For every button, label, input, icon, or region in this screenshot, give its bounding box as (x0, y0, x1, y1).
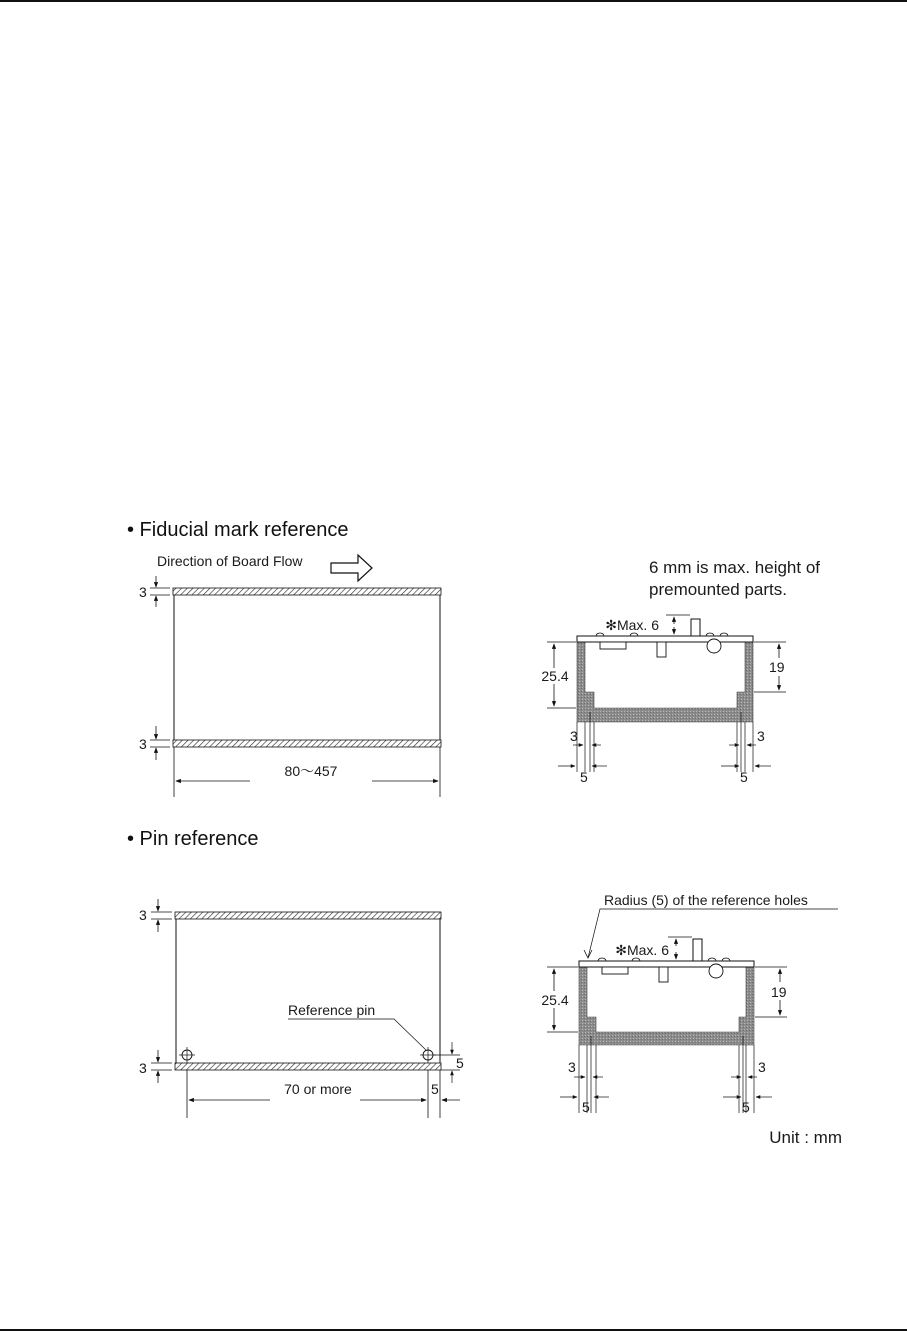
board-flow-label: Direction of Board Flow (157, 553, 303, 569)
fiducial-board-diagram (139, 553, 441, 797)
max-height-note-line2: premounted parts. (649, 580, 787, 599)
board-bottom-margin-strip (173, 740, 441, 747)
reference-pin-label: Reference pin (288, 1002, 376, 1018)
fiducial-cross-section (541, 558, 820, 785)
pin-left-rail-large-gap: 5 (582, 1099, 590, 1115)
pin-cross-section (541, 892, 838, 1115)
pin-board-diagram (139, 899, 464, 1118)
pin-board-top-margin-strip (175, 912, 441, 919)
left-rail-large-gap: 5 (580, 769, 588, 785)
right-rail-large-gap: 5 (740, 769, 748, 785)
board-top-margin-strip (173, 588, 441, 595)
max-height-note-line1: 6 mm is max. height of (649, 558, 821, 577)
pin-horizontal-offset: 5 (431, 1081, 439, 1097)
pin-pcb-board (579, 961, 754, 967)
left-rail-small-gap: 3 (570, 728, 578, 744)
pin-board-top-margin-value: 3 (139, 907, 147, 923)
board-top-margin-value: 3 (139, 584, 147, 600)
pin-section-heading: • Pin reference (127, 828, 259, 850)
outer-height-value: 25.4 (541, 668, 569, 684)
pin-board-bottom-margin-value: 3 (139, 1060, 147, 1076)
pin-vertical-offset: 5 (456, 1055, 464, 1071)
pin-right-rail-small-gap: 3 (758, 1059, 766, 1075)
fiducial-section-heading: • Fiducial mark reference (127, 519, 349, 541)
pin-max-height-value: ✻Max. 6 (615, 942, 669, 958)
pin-outer-height-value: 25.4 (541, 992, 569, 1008)
board-width-range: 80～457 (284, 763, 338, 779)
pin-span-label: 70 or more (284, 1081, 352, 1097)
inner-height-value: 19 (769, 659, 785, 675)
pin-right-rail-large-gap: 5 (742, 1099, 750, 1115)
radius-note: Radius (5) of the reference holes (604, 892, 808, 908)
board-flow-arrow-icon (331, 555, 372, 581)
pin-inner-height-value: 19 (771, 984, 787, 1000)
board-bottom-margin-value: 3 (139, 736, 147, 752)
pin-left-rail-small-gap: 3 (568, 1059, 576, 1075)
max-height-value: ✻Max. 6 (605, 617, 659, 633)
pin-board-bottom-margin-strip (175, 1063, 441, 1070)
unit-label: Unit : mm (769, 1128, 842, 1147)
pcb-board (577, 636, 753, 642)
right-rail-small-gap: 3 (757, 728, 765, 744)
